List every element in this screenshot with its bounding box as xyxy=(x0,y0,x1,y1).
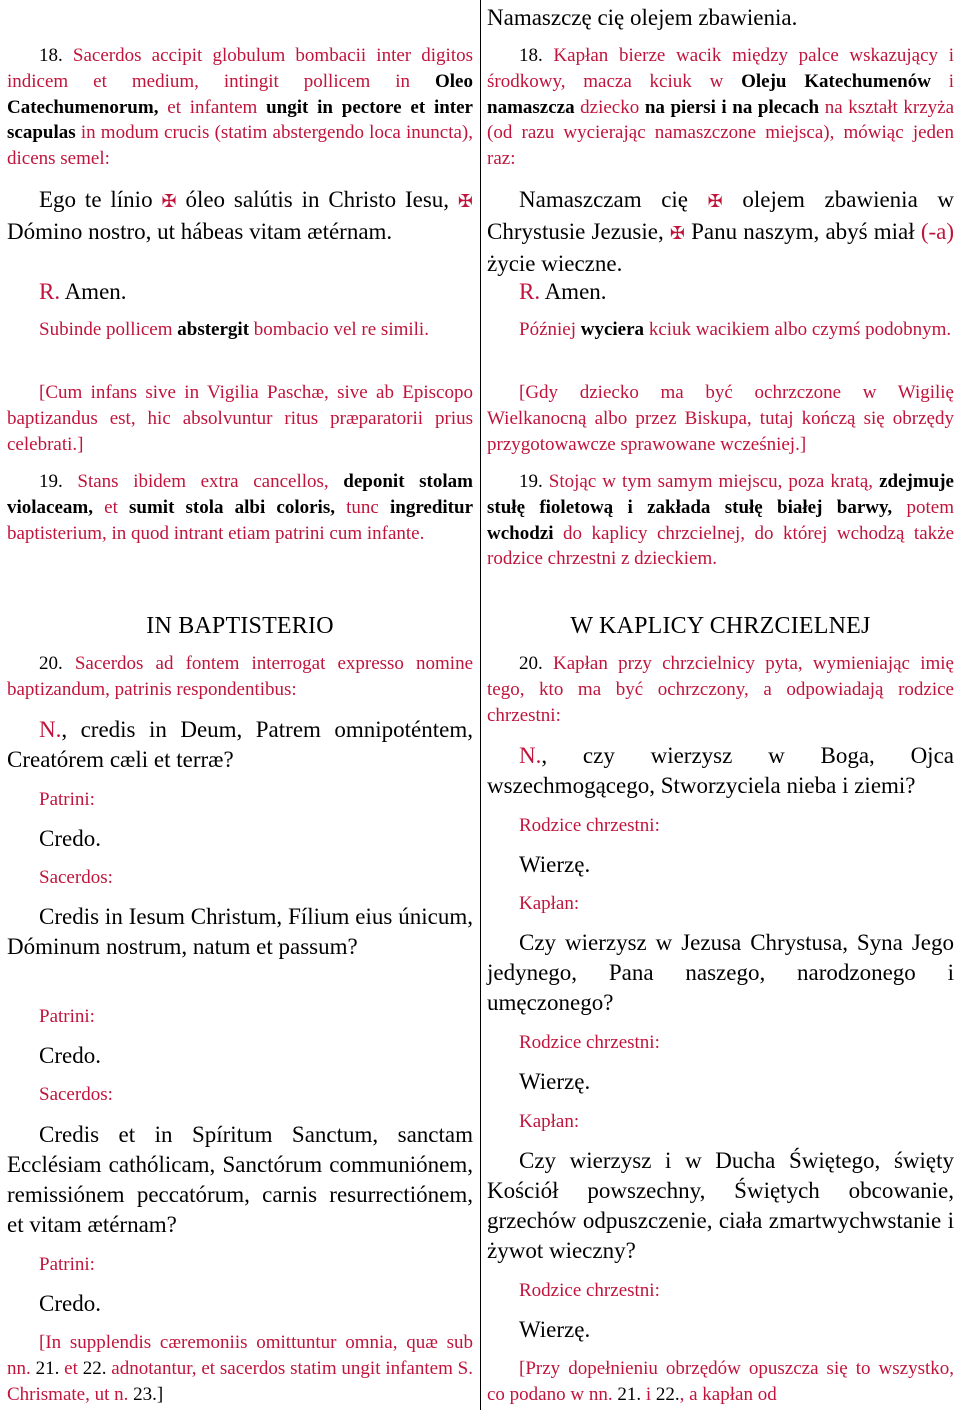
anointing-formula xyxy=(7,185,473,247)
rubric-run: potem xyxy=(892,496,954,518)
rubric-run: et xyxy=(59,1357,83,1379)
rubric-bracket-note xyxy=(7,380,473,457)
text-run: Dómino nostro, ut hábeas vitam ætérnam. xyxy=(7,219,393,244)
response-amen xyxy=(7,277,473,307)
rubric-20 xyxy=(7,651,473,703)
response-amen xyxy=(487,277,954,307)
rubric-run: Później xyxy=(519,319,581,340)
response-credo: Credo. xyxy=(39,826,101,851)
rubric-run: , a kapłan od xyxy=(679,1383,777,1405)
text-run: 20. xyxy=(39,653,75,674)
response-wierze: Wierzę. xyxy=(519,1317,591,1342)
rubric-run: baptisterium, in quod intrant etiam patrini cum infante. xyxy=(7,522,425,544)
rubric-run: Stojąc w tym samym miejscu, poza kratą, xyxy=(548,471,880,492)
text-run: 20. xyxy=(519,653,553,674)
rubric-run: R. xyxy=(519,279,541,304)
rubric-run: in modum crucis (statim abstergendo loca inuncta), dicens semel: xyxy=(7,122,473,170)
text-run: życie wieczne. xyxy=(487,251,623,276)
question-3: Credis et in Spíritum Sanctum, sanctam Ecclésiam cathólicam, Sanctórum communiónem, remissiónem peccatórum, carnis resurrectiónem, et vitam ætérnam? xyxy=(7,1122,473,1237)
response-credo: Credo. xyxy=(39,1043,101,1068)
bold-run: zdejmuje stułę fioletową i zakłada stułę białej barwy, xyxy=(487,471,954,518)
response-credo: Credo. xyxy=(39,1291,101,1316)
text-run: Amen. xyxy=(60,279,127,304)
rubric-dopelnieniu xyxy=(487,1356,954,1408)
text-run: Namaszczam cię xyxy=(519,187,708,212)
rubric-run: do kaplicy chrzcielnej, do której wchodzą także rodzice chrzestni z dzieckiem. xyxy=(487,522,954,570)
question-1 xyxy=(7,715,473,775)
rubric-run: i xyxy=(930,70,955,92)
question-2: Credis in Iesum Christum, Fílium eius únicum, Dóminum nostrum, natum et passum? xyxy=(7,904,473,959)
rubric-pozniej xyxy=(487,317,954,343)
rubric-run: Kapłan bierze wacik między palce wskazujący i środkowy, macza kciuk w xyxy=(487,45,954,92)
section-heading: IN BAPTISTERIO xyxy=(146,613,334,639)
response-wierze: Wierzę. xyxy=(519,852,591,877)
response-wierze: Wierzę. xyxy=(519,1069,591,1094)
rubric-run: N. xyxy=(519,743,542,768)
question-1 xyxy=(487,741,954,801)
text-run: 18. xyxy=(39,45,73,66)
rubric-run: [In supplendis cæremoniis omittuntur omnia, quæ sub nn. xyxy=(7,1332,473,1379)
cross-icon: ✠ xyxy=(669,223,685,244)
label-kaplan: Kapłan: xyxy=(519,1111,580,1132)
label-sacerdos: Sacerdos: xyxy=(39,867,113,888)
text-run: 21. xyxy=(35,1357,60,1379)
label-rodzice: Rodzice chrzestni: xyxy=(519,1280,660,1301)
text-run: 18. xyxy=(519,45,554,66)
rubric-run: N. xyxy=(39,717,62,742)
rubric-run: (-a) xyxy=(920,219,954,244)
cross-icon: ✠ xyxy=(707,191,723,212)
rubric-bracket-note xyxy=(487,380,954,457)
question-3: Czy wierzysz i w Ducha Świętego, święty Kościół powszechny, Świętych obcowanie, grzechów odpuszczenie, ciała zmartwychwstanie i żywot wieczny? xyxy=(487,1148,954,1263)
text-run: , czy wierzysz w Boga, Ojca wszechmogącego, Stworzyciela nieba i ziemi? xyxy=(487,743,954,798)
rubric-run: Stans ibidem extra cancellos, xyxy=(77,471,344,492)
label-patrini: Patrini: xyxy=(39,789,95,810)
text-run: óleo salútis in Christo Iesu, xyxy=(176,187,458,212)
rubric-run: kciuk wacikiem albo czymś podobnym. xyxy=(644,319,952,340)
section-heading: W KAPLICY CHRZCIELNEJ xyxy=(570,613,871,639)
label-sacerdos: Sacerdos: xyxy=(39,1084,113,1105)
label-rodzice: Rodzice chrzestni: xyxy=(519,1032,660,1053)
bold-run: na piersi i na plecach xyxy=(644,96,820,118)
question-2: Czy wierzysz w Jezusa Chrystusa, Syna Jego jedynego, Pana naszego, narodzonego i umęczonego? xyxy=(487,930,954,1015)
rubric-run: [Cum infans sive in Vigilia Paschæ, sive ab Episcopo baptizandus est, hic absolvuntur ritus præparatorii prius celebrati.] xyxy=(7,382,473,455)
rubric-run: R. xyxy=(39,279,61,304)
rubric-run: et xyxy=(93,496,129,518)
text-run: 22. xyxy=(655,1383,680,1405)
text-run: , credis in Deum, Patrem omnipoténtem, Creatórem cæli et terræ? xyxy=(7,717,473,772)
bold-run: namaszcza xyxy=(487,96,575,118)
rubric-run: et infantem xyxy=(158,96,267,118)
rubric-run: dziecko xyxy=(574,96,645,118)
rubric-run: Kapłan przy chrzcielnicy pyta, wymieniając imię tego, kto ma być ochrzczony, a odpowiadają rodzice chrzestni: xyxy=(487,653,954,726)
label-patrini: Patrini: xyxy=(39,1254,95,1275)
rubric-run: adnotantur, et sacerdos statim ungit infantem S. Chrismate, ut n. xyxy=(7,1357,474,1405)
text-run: 22. xyxy=(82,1357,107,1379)
rubric-run: Sacerdos ad fontem interrogat expresso nomine baptizandum, patrinis respondentibus: xyxy=(7,653,474,700)
bold-run: Oleju Katechumenów xyxy=(741,70,931,92)
label-rodzice: Rodzice chrzestni: xyxy=(519,815,660,836)
bold-run: abstergit xyxy=(177,319,250,340)
rubric-20 xyxy=(487,651,954,728)
rubric-run: tunc xyxy=(334,496,390,518)
text-run: olejem zbawienia w Chrystusie Jezusie, xyxy=(487,187,955,244)
rubric-18 xyxy=(7,43,473,172)
text-run: Panu naszym, abyś miał xyxy=(684,219,921,244)
continued-line: Namaszczę cię olejem zbawienia. xyxy=(487,5,798,30)
rubric-run: [Przy dopełnieniu obrzędów opuszcza się to wszystko, co podano w nn. xyxy=(487,1358,954,1405)
rubric-subinde xyxy=(7,317,473,343)
text-run: 19. xyxy=(39,471,78,492)
rubric-run: i xyxy=(641,1383,656,1405)
rubric-run: bombacio vel re simili. xyxy=(249,319,429,340)
text-run: Ego te línio xyxy=(39,187,162,212)
bold-run: sumit stola albi coloris, xyxy=(129,496,335,518)
bold-run: ungit in pectore et inter scapulas xyxy=(7,96,473,144)
text-run: Amen. xyxy=(540,279,607,304)
rubric-run: na kształt krzyża (od razu wycierając namaszczone miejsca), mówiąc jeden raz: xyxy=(487,96,955,170)
cross-icon: ✠ xyxy=(161,191,177,212)
rubric-run: Subinde pollicem xyxy=(39,319,178,340)
label-patrini: Patrini: xyxy=(39,1006,95,1027)
rubric-18 xyxy=(487,43,954,172)
rubric-19 xyxy=(7,469,473,546)
rubric-19 xyxy=(487,469,954,572)
text-run: 23.] xyxy=(133,1383,164,1405)
label-kaplan: Kapłan: xyxy=(519,893,580,914)
rubric-run: Sacerdos accipit globulum bombacii inter digitos indicem et medium, intingit pollicem in xyxy=(7,45,473,92)
bold-run: Oleo Catechumenorum, xyxy=(7,70,473,118)
bold-run: wchodzi xyxy=(487,522,554,544)
bold-run: deponit stolam violaceam, xyxy=(7,471,473,518)
anointing-formula xyxy=(487,185,954,279)
bold-run: wyciera xyxy=(580,319,645,340)
text-run: 19. xyxy=(519,471,549,492)
rubric-run: [Gdy dziecko ma być ochrzczone w Wigilię Wielkanocną albo przez Biskupa, tutaj kończą się obrzędy przygotowawcze sprawowane wcześniej.] xyxy=(487,382,954,455)
text-run: 21. xyxy=(617,1383,642,1405)
bold-run: ingreditur xyxy=(389,496,474,518)
rubric-supplendis xyxy=(7,1330,473,1407)
cross-icon: ✠ xyxy=(457,191,473,212)
column-divider xyxy=(480,0,481,1410)
